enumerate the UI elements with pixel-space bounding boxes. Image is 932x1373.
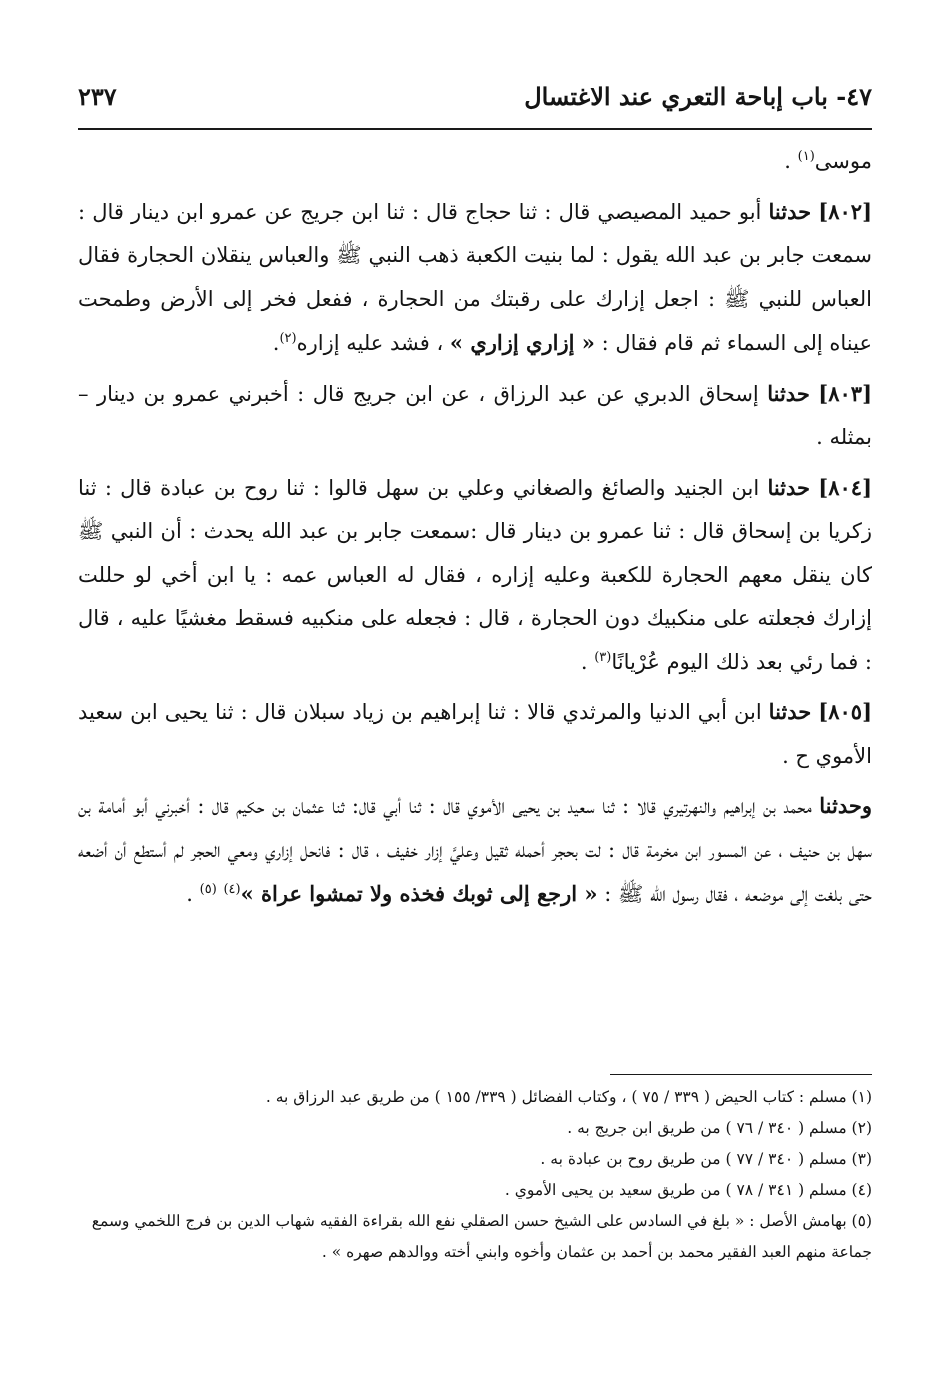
footnote-ref: (٣) bbox=[594, 649, 612, 665]
footnote-ref: (٤) bbox=[223, 882, 241, 897]
text-segment: ابن أبي الدنيا والمرثدي قالا : ثنا إبراهيم بن زياد سبلان قال : ثنا يحيى ابن سعيد الأموي ح . bbox=[78, 700, 872, 768]
narration-keyword: وحدثنا bbox=[819, 793, 872, 818]
quoted-speech: « إزاري إزاري » bbox=[449, 330, 595, 355]
narration-keyword: حدثنا bbox=[767, 474, 811, 500]
narration-keyword: حدثنا bbox=[767, 380, 810, 406]
running-header bbox=[78, 78, 872, 122]
footnote: (٢) مسلم ( ٣٤٠ / ٧٦ ) من طريق ابن جريج به . bbox=[567, 1119, 872, 1137]
footnote: (٥) بهامش الأصل : « بلغ في السادس على الشيخ حسن الصقلي نفع الله بقراءة الفقيه شهاب الدين بن فرج اللخمي وسمع جماعة منهم العبد الفقير محمد بن أحمد بن عثمان وأخوه وابني أخته ووالدهم صهره » . bbox=[91, 1212, 872, 1261]
text-segment: أبو حميد المصيصي قال : ثنا حجاج قال : ثنا ابن جريج عن عمرو ابن دينار قال : سمعت جابر بن عبد الله يقول : لما بنيت الكعبة ذهب النبي ﷺ والعباس ينقلان الحجارة فقال العباس للنبي ﷺ : اجعل إزارك على رقبتك من الحجارة ، ففعل فخر إلى الأرض وطمحت عيناه إلى السماء ثم قام فقال : bbox=[78, 199, 872, 355]
hadith-805-second-chain bbox=[78, 784, 872, 917]
text-segment: إسحاق الدبري عن عبد الرزاق ، عن ابن جريج قال : أخبرني عمرو بن دينار – بمثله . bbox=[78, 381, 872, 449]
narration-keyword: حدثنا bbox=[768, 699, 812, 724]
hadith-number: [٨٠٢] bbox=[818, 198, 872, 224]
hadith-805 bbox=[78, 690, 872, 778]
hadith-803 bbox=[78, 372, 872, 460]
text-segment: . bbox=[186, 882, 200, 906]
hadith-804 bbox=[78, 466, 872, 685]
chapter-title: ٤٧- باب إباحة التعري عند الاغتسال bbox=[524, 82, 872, 111]
header-divider bbox=[78, 128, 872, 130]
footnotes bbox=[78, 1082, 872, 1268]
hadith-number: [٨٠٣] bbox=[818, 380, 872, 406]
text-segment: . bbox=[580, 649, 595, 674]
main-text bbox=[78, 140, 872, 923]
page-number: ٢٣٧ bbox=[78, 82, 117, 111]
footnote-ref: (٥) bbox=[199, 882, 217, 897]
text-segment: . bbox=[784, 149, 798, 173]
footnote: (١) مسلم : كتاب الحيض ( ٣٣٩ / ٧٥ ) ، وكتاب الفضائل ( ٣٣٩/ ١٥٥ ) من طريق عبد الرزاق به . bbox=[265, 1088, 872, 1106]
text-segment: محمد بن إبراهيم والنهرتيري قالا : ثنا سعيد بن يحيى الأموي قال : ثنا أبي قال: ثنا عثمان بن حكيم قال : أخبرني أبو أمامة بن سهل بن حنيف ، عن المسور ابن مخرمة قال : لت بحجر أحمله ثقيل وعليَّ إزار خفيف ، قال : فانحل إزاري ومعي الحجر لم أستطع أن أضعه حتى بلغت إلى موضعه ، فقال رسول الله ﷺ : bbox=[78, 794, 872, 906]
hadith-number: [٨٠٥] bbox=[818, 699, 872, 724]
paragraph-continuation bbox=[78, 140, 872, 184]
text-segment: ابن الجنيد والصائغ والصغاني وعلي بن سهل قالوا : ثنا روح بن عبادة قال : ثنا زكريا بن إسحاق قال : ثنا عمرو بن دينار قال :سمعت جابر بن عبد الله يحدث : أن النبي ﷺ كان ينقل معهم الحجارة للكعبة وعليه إزاره ، فقال له العباس عمه : يا ابن أخي لو حللت إزارك فجعلته على منكبيك دون الحجارة ، قال : فجعله على منكبيه فسقط مغشيًا عليه ، قال : فما رئي بعد ذلك اليوم عُرْيانًا bbox=[78, 475, 872, 674]
footnote: (٤) مسلم ( ٣٤١ / ٧٨ ) من طريق سعيد بن يحيى الأموي . bbox=[504, 1181, 872, 1199]
quoted-speech: « ارجع إلى ثوبك فخذه ولا تمشوا عراة » bbox=[240, 881, 598, 906]
text-segment: ، فشد عليه إزاره bbox=[296, 331, 450, 355]
hadith-number: [٨٠٤] bbox=[818, 474, 872, 500]
text-segment: موسى bbox=[814, 149, 872, 173]
narration-keyword: حدثنا bbox=[768, 198, 812, 224]
text-segment: . bbox=[272, 331, 280, 355]
footnote-divider bbox=[610, 1074, 872, 1075]
footnote-ref: (١) bbox=[797, 149, 815, 164]
footnote: (٣) مسلم ( ٣٤٠ / ٧٧ ) من طريق روح بن عبادة به . bbox=[540, 1150, 872, 1168]
hadith-802 bbox=[78, 190, 872, 366]
footnote-ref: (٢) bbox=[279, 331, 297, 346]
